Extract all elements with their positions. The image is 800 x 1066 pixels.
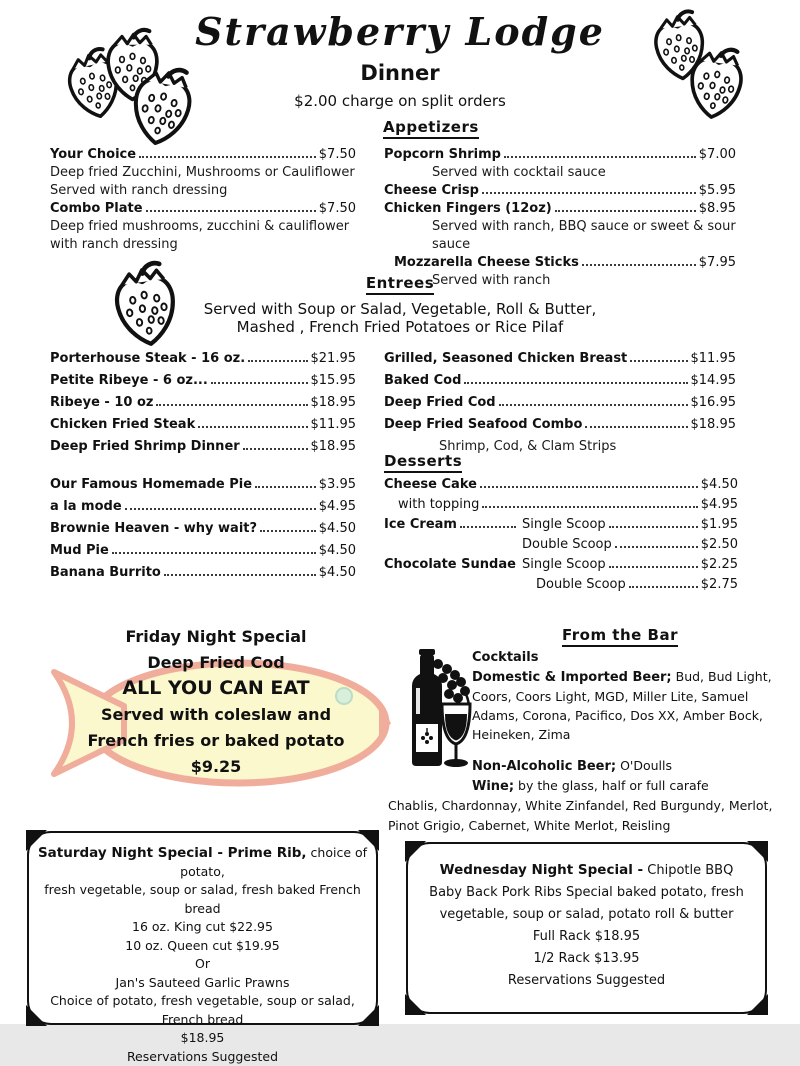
appetizers-right-column — [384, 146, 736, 290]
item-name: Mud Pie — [50, 542, 109, 560]
dot-leader — [460, 526, 516, 528]
wine-bottle-icon — [386, 644, 476, 776]
menu-item — [384, 556, 738, 574]
menu-item — [50, 476, 356, 494]
item-name: Deep Fried Seafood Combo — [384, 416, 582, 434]
wine-list: Chablis, Chardonnay, White Zinfandel, Red Burgundy, Merlot, Pinot Grigio, Cabernet, White Merlot, Reisling — [388, 796, 780, 836]
scoop-label: Single Scoop — [516, 556, 606, 574]
friday-special — [40, 628, 392, 784]
item-price: $4.50 — [701, 476, 738, 494]
menu-item — [50, 372, 356, 390]
saturday-special-title: Saturday Night Special - Prime Rib, choice of potato, — [37, 844, 368, 881]
item-name: Grilled, Seasoned Chicken Breast — [384, 350, 627, 368]
dot-leader — [504, 156, 696, 158]
friday-special-title: Friday Night Special — [40, 628, 392, 645]
menu-item — [384, 394, 736, 412]
dot-leader — [255, 486, 316, 488]
item-price: $18.95 — [311, 394, 357, 412]
item-name: Brownie Heaven - why wait? — [50, 520, 257, 538]
scoop-label: Single Scoop — [516, 516, 606, 534]
menu-item — [50, 542, 356, 560]
dot-leader — [482, 506, 697, 508]
entrees-right-column — [384, 350, 736, 456]
dot-leader — [164, 574, 316, 576]
dot-leader — [260, 530, 316, 532]
dot-leader — [112, 552, 316, 554]
friday-special-price: $9.25 — [40, 758, 392, 775]
menu-item — [384, 254, 736, 272]
item-desc: Served with ranch dressing — [50, 182, 356, 200]
menu-item — [384, 200, 736, 218]
corner-ornament — [405, 841, 426, 862]
page-title: Strawberry Lodge — [0, 10, 800, 54]
special-line: 16 oz. King cut $22.95 — [37, 918, 368, 937]
desserts-right-column — [384, 476, 738, 596]
special-line: Reservations Suggested — [37, 1048, 368, 1066]
bar-section — [472, 648, 784, 836]
item-desc: with ranch dressing — [50, 236, 356, 254]
beer-line: Domestic & Imported Beer; Bud, Bud Light, — [472, 667, 784, 687]
dot-leader — [156, 404, 307, 406]
item-name: Baked Cod — [384, 372, 461, 390]
dot-leader — [629, 586, 698, 588]
item-price: $2.25 — [701, 556, 738, 574]
special-line: fresh vegetable, soup or salad, fresh baked French bread — [37, 881, 368, 918]
item-name: Ribeye - 10 oz — [50, 394, 153, 412]
menu-item — [50, 564, 356, 582]
appetizers-heading: Appetizers — [383, 118, 479, 139]
dot-leader — [555, 210, 696, 212]
item-price: $7.50 — [319, 200, 356, 218]
special-line: 1/2 Rack $13.95 — [416, 948, 757, 970]
wednesday-special-box — [406, 842, 767, 1014]
special-line: Baby Back Pork Ribs Special baked potato, fresh — [416, 882, 757, 904]
menu-item — [384, 372, 736, 390]
special-line: $18.95 — [37, 1029, 368, 1048]
item-name: Your Choice — [50, 146, 136, 164]
desserts-heading: Desserts — [384, 452, 462, 473]
menu-item — [50, 394, 356, 412]
cocktails-label: Cocktails — [472, 648, 784, 667]
dot-leader — [146, 210, 316, 212]
item-price: $4.95 — [319, 498, 356, 516]
item-price: $15.95 — [311, 372, 357, 390]
item-name: Our Famous Homemade Pie — [50, 476, 252, 494]
dot-leader — [609, 566, 698, 568]
item-name: Combo Plate — [50, 200, 143, 218]
special-line: vegetable, soup or salad, potato roll & butter — [416, 904, 757, 926]
menu-item — [50, 438, 356, 456]
item-price: $4.50 — [319, 520, 356, 538]
menu-item — [50, 200, 356, 218]
item-desc: Deep fried Zucchini, Mushrooms or Cauliflower — [50, 164, 356, 182]
dot-leader — [243, 448, 308, 450]
menu-subtitle: Dinner — [0, 61, 800, 85]
menu-item — [384, 146, 736, 164]
dot-leader — [482, 192, 696, 194]
header — [0, 10, 800, 110]
corner-ornament — [358, 830, 379, 851]
menu-item — [384, 516, 738, 534]
menu-item — [384, 350, 736, 368]
corner-ornament — [405, 994, 426, 1015]
special-line: Reservations Suggested — [416, 970, 757, 992]
dot-leader — [464, 382, 687, 384]
na-beer-line: Non-Alcoholic Beer; O'Doulls — [472, 756, 784, 776]
item-price: $21.95 — [311, 350, 357, 368]
dot-leader — [125, 508, 316, 510]
item-price: $18.95 — [691, 416, 737, 434]
wine-line: Wine; by the glass, half or full carafe — [472, 776, 784, 796]
dot-leader — [248, 360, 307, 362]
menu-item — [384, 416, 736, 434]
item-name: Cheese Cake — [384, 476, 477, 494]
corner-ornament — [26, 1005, 47, 1026]
dot-leader — [582, 264, 696, 266]
item-price: $1.95 — [701, 516, 738, 534]
menu-item — [50, 416, 356, 434]
menu-item — [50, 350, 356, 368]
scoop-label: Double Scoop — [530, 576, 626, 594]
item-price: $2.75 — [701, 576, 738, 594]
item-price: $8.95 — [699, 200, 736, 218]
friday-special-line: French fries or baked potato — [40, 732, 392, 749]
split-order-note: $2.00 charge on split orders — [0, 92, 800, 110]
item-price: $14.95 — [691, 372, 737, 390]
corner-ornament — [358, 1005, 379, 1026]
item-desc: Served with ranch, BBQ sauce or sweet & sour sauce — [384, 218, 736, 254]
item-name: Petite Ribeye - 6 oz... — [50, 372, 208, 390]
menu-item — [384, 576, 738, 594]
item-desc: Shrimp, Cod, & Clam Strips — [384, 438, 736, 456]
menu-item — [384, 496, 738, 514]
friday-special-line: ALL YOU CAN EAT — [40, 680, 392, 697]
item-name: Cheese Crisp — [384, 182, 479, 200]
special-line: Or — [37, 955, 368, 974]
item-name: Mozzarella Cheese Sticks — [394, 254, 579, 272]
item-desc: Served with cocktail sauce — [384, 164, 736, 182]
wednesday-special-title: Wednesday Night Special - Chipotle BBQ — [416, 859, 757, 882]
appetizers-left-column — [50, 146, 356, 254]
item-price: $11.95 — [311, 416, 357, 434]
corner-ornament — [747, 841, 768, 862]
item-price: $4.50 — [319, 564, 356, 582]
item-price: $16.95 — [691, 394, 737, 412]
friday-special-line: Served with coleslaw and — [40, 706, 392, 723]
scoop-label: Double Scoop — [516, 536, 612, 554]
special-line: Jan's Sauteed Garlic Prawns — [37, 974, 368, 993]
item-name: a la mode — [50, 498, 122, 516]
saturday-special-box — [27, 831, 378, 1025]
dot-leader — [630, 360, 687, 362]
dot-leader — [615, 546, 698, 548]
item-name: with topping — [398, 496, 479, 514]
dot-leader — [198, 426, 307, 428]
dot-leader — [609, 526, 698, 528]
menu-item — [384, 536, 738, 554]
item-price: $4.50 — [319, 542, 356, 560]
bar-heading: From the Bar — [470, 626, 770, 647]
entrees-left-column — [50, 350, 356, 460]
menu-item — [50, 498, 356, 516]
beer-line: Coors, Coors Light, MGD, Miller Lite, Samuel — [472, 687, 784, 706]
special-line: 10 oz. Queen cut $19.95 — [37, 937, 368, 956]
menu-item — [50, 520, 356, 538]
item-name: Porterhouse Steak - 16 oz. — [50, 350, 245, 368]
item-price: $18.95 — [311, 438, 357, 456]
entrees-subtitle: Served with Soup or Salad, Vegetable, Roll & Butter, Mashed , French Fried Potatoes or Rice Pilaf — [0, 300, 800, 336]
item-price: $3.95 — [319, 476, 356, 494]
dot-leader — [480, 486, 698, 488]
item-price: $4.95 — [701, 496, 738, 514]
menu-item — [50, 146, 356, 164]
menu-item — [384, 182, 736, 200]
friday-special-line: Deep Fried Cod — [40, 654, 392, 671]
corner-ornament — [26, 830, 47, 851]
item-desc: Served with ranch — [384, 272, 736, 290]
item-price: $7.00 — [699, 146, 736, 164]
entrees-heading: Entrees — [0, 274, 800, 295]
item-name: Banana Burrito — [50, 564, 161, 582]
item-name: Chocolate Sundae — [384, 556, 516, 574]
item-name: Popcorn Shrimp — [384, 146, 501, 164]
desserts-left-column — [50, 476, 356, 586]
item-price: $11.95 — [691, 350, 737, 368]
corner-ornament — [747, 994, 768, 1015]
spacer — [472, 744, 784, 756]
item-price: $2.50 — [701, 536, 738, 554]
dot-leader — [585, 426, 687, 428]
beer-line: Heineken, Zima — [472, 725, 784, 744]
item-name: Chicken Fried Steak — [50, 416, 195, 434]
dot-leader — [499, 404, 688, 406]
item-price: $7.50 — [319, 146, 356, 164]
item-name: Deep Fried Cod — [384, 394, 496, 412]
item-price: $5.95 — [699, 182, 736, 200]
item-name: Deep Fried Shrimp Dinner — [50, 438, 240, 456]
item-price: $7.95 — [699, 254, 736, 272]
special-line: French bread — [37, 1011, 368, 1030]
beer-line: Adams, Corona, Pacifico, Dos XX, Amber Bock, — [472, 706, 784, 725]
item-desc: Deep fried mushrooms, zucchini & cauliflower — [50, 218, 356, 236]
item-name: Ice Cream — [384, 516, 457, 534]
item-name: Chicken Fingers (12oz) — [384, 200, 552, 218]
menu-item — [384, 476, 738, 494]
special-line: Full Rack $18.95 — [416, 926, 757, 948]
special-line: Choice of potato, fresh vegetable, soup or salad, — [37, 992, 368, 1011]
dot-leader — [211, 382, 308, 384]
dot-leader — [139, 156, 316, 158]
